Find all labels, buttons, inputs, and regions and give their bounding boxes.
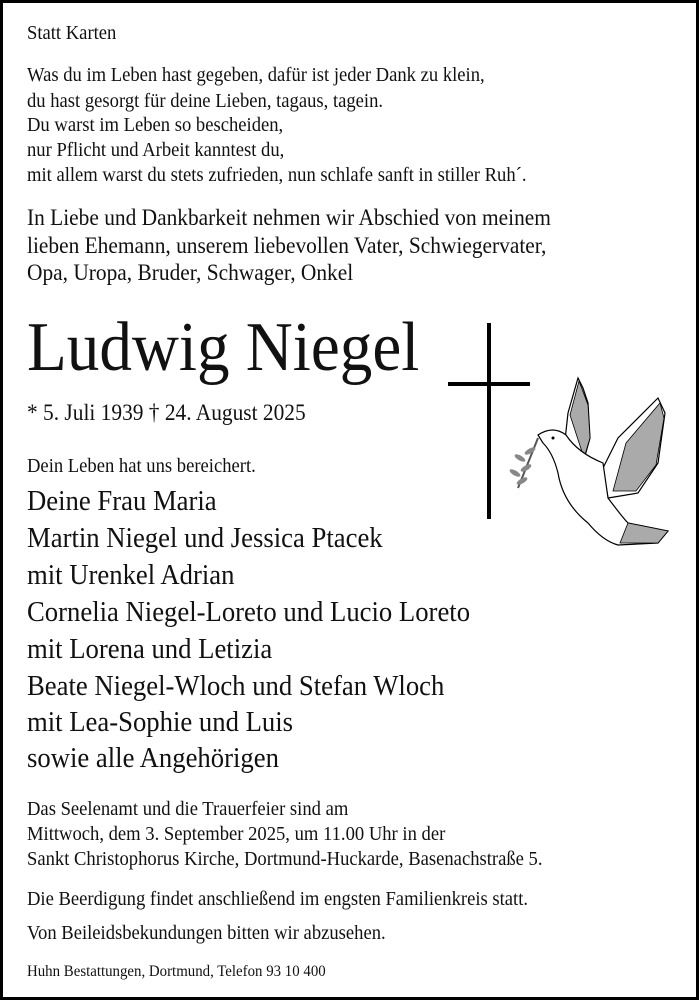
undertaker-info: Huhn Bestattungen, Dortmund, Telefon 93 10 400	[27, 963, 326, 980]
poem-line: mit allem warst du stets zufrieden, nun schlafe sanft in stiller Ruh´.	[27, 164, 527, 186]
poem-line: Was du im Leben hast gegeben, dafür ist jeder Dank zu klein,	[27, 64, 485, 86]
intro-line: Opa, Uropa, Bruder, Schwager, Onkel	[27, 260, 354, 285]
service-line: Sankt Christophorus Kirche, Dortmund-Huckarde, Basenachstraße 5.	[27, 848, 543, 870]
life-dates: * 5. Juli 1939 † 24. August 2025	[27, 400, 306, 425]
poem-line: du hast gesorgt für deine Lieben, tagaus, tagein.	[27, 90, 384, 112]
service-line: Mittwoch, dem 3. September 2025, um 11.00 Uhr in der	[27, 823, 446, 845]
poem-line: nur Pflicht und Arbeit kanntest du,	[27, 139, 285, 161]
family-line: mit Urenkel Adrian	[27, 559, 235, 591]
intro-line: lieben Ehemann, unserem liebevollen Vater, Schwiegervater,	[27, 233, 547, 258]
service-line: Das Seelenamt und die Trauerfeier sind am	[27, 798, 349, 820]
family-line: Martin Niegel und Jessica Ptacek	[27, 522, 383, 554]
burial-info: Die Beerdigung findet anschließend im engsten Familienkreis statt.	[27, 888, 529, 910]
family-line: Beate Niegel-Wloch und Stefan Wloch	[27, 670, 445, 702]
motto: Dein Leben hat uns bereichert.	[27, 455, 256, 477]
poem-line: Du warst im Leben so bescheiden,	[27, 114, 284, 136]
condolences-note: Von Beileidsbekundungen bitten wir abzusehen.	[27, 922, 386, 944]
deceased-name: Ludwig Niegel	[27, 309, 420, 386]
dove-icon	[508, 373, 673, 553]
family-line: sowie alle Angehörigen	[27, 742, 279, 774]
family-line: Cornelia Niegel-Loreto und Lucio Loreto	[27, 596, 471, 628]
family-line: mit Lea-Sophie und Luis	[27, 706, 294, 738]
obituary-notice	[3, 3, 696, 997]
family-line: mit Lorena und Letizia	[27, 633, 273, 665]
cross-icon	[487, 323, 491, 519]
header-text: Statt Karten	[27, 22, 117, 44]
family-line: Deine Frau Maria	[27, 485, 217, 517]
intro-line: In Liebe und Dankbarkeit nehmen wir Abschied von meinem	[27, 205, 551, 230]
